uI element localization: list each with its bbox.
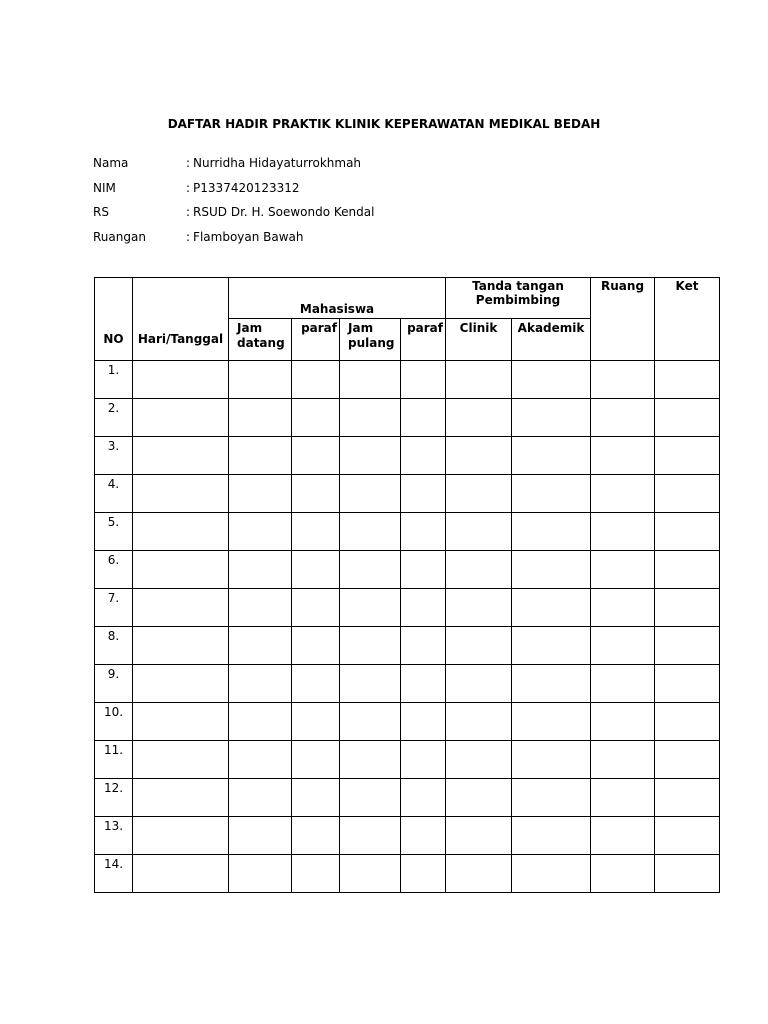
table-cell bbox=[133, 551, 229, 589]
table-cell bbox=[229, 551, 292, 589]
table-cell bbox=[401, 665, 446, 703]
header-no: NO bbox=[95, 278, 133, 361]
table-row bbox=[95, 817, 720, 855]
table-cell bbox=[446, 855, 512, 893]
table-cell bbox=[591, 551, 655, 589]
table-cell bbox=[401, 703, 446, 741]
table-cell bbox=[401, 817, 446, 855]
table-cell bbox=[655, 399, 720, 437]
table-cell bbox=[446, 475, 512, 513]
header-jam-datang: Jam datang bbox=[229, 319, 292, 361]
table-cell bbox=[446, 513, 512, 551]
table-cell bbox=[229, 399, 292, 437]
info-label: Ruangan bbox=[93, 230, 146, 244]
table-cell bbox=[133, 855, 229, 893]
info-value bbox=[186, 230, 304, 244]
info-value-text: Flamboyan Bawah bbox=[193, 230, 304, 244]
table-cell bbox=[446, 361, 512, 399]
info-label: Nama bbox=[93, 156, 129, 170]
colon: : bbox=[186, 205, 191, 219]
table-row bbox=[95, 627, 720, 665]
table-cell bbox=[340, 437, 401, 475]
header-clinik: Clinik bbox=[446, 319, 512, 361]
table-cell bbox=[655, 361, 720, 399]
header-ruang: Ruang bbox=[591, 278, 655, 361]
table-cell bbox=[340, 551, 401, 589]
table-row bbox=[95, 437, 720, 475]
table-cell bbox=[655, 513, 720, 551]
row-number: 3. bbox=[95, 437, 133, 475]
table-cell bbox=[655, 437, 720, 475]
table-cell bbox=[292, 627, 340, 665]
table-cell bbox=[512, 855, 591, 893]
table-cell bbox=[133, 665, 229, 703]
table-cell bbox=[512, 513, 591, 551]
colon: : bbox=[186, 181, 191, 195]
table-cell bbox=[229, 627, 292, 665]
table-cell bbox=[292, 665, 340, 703]
table-row bbox=[95, 589, 720, 627]
table-cell bbox=[446, 437, 512, 475]
row-number: 9. bbox=[95, 665, 133, 703]
table-cell bbox=[229, 665, 292, 703]
table-cell bbox=[512, 627, 591, 665]
table-cell bbox=[401, 855, 446, 893]
table-row bbox=[95, 741, 720, 779]
row-number: 7. bbox=[95, 589, 133, 627]
table-cell bbox=[591, 361, 655, 399]
table-cell bbox=[591, 475, 655, 513]
row-number: 6. bbox=[95, 551, 133, 589]
table-row bbox=[95, 855, 720, 893]
table-cell bbox=[340, 703, 401, 741]
row-number: 12. bbox=[95, 779, 133, 817]
table-cell bbox=[512, 665, 591, 703]
table-row bbox=[95, 361, 720, 399]
info-label: NIM bbox=[93, 181, 116, 195]
table-cell bbox=[655, 475, 720, 513]
table-cell bbox=[401, 361, 446, 399]
header-tanda-tangan: Tanda tangan Pembimbing bbox=[446, 278, 591, 319]
info-value bbox=[186, 205, 374, 219]
table-cell bbox=[591, 817, 655, 855]
table-cell bbox=[229, 589, 292, 627]
row-number: 11. bbox=[95, 741, 133, 779]
table-cell bbox=[292, 399, 340, 437]
table-cell bbox=[340, 817, 401, 855]
table-cell bbox=[229, 741, 292, 779]
table-cell bbox=[446, 703, 512, 741]
attendance-body bbox=[95, 361, 720, 893]
table-cell bbox=[340, 665, 401, 703]
table-cell bbox=[591, 779, 655, 817]
table-cell bbox=[133, 399, 229, 437]
row-number: 2. bbox=[95, 399, 133, 437]
table-cell bbox=[591, 589, 655, 627]
table-cell bbox=[655, 855, 720, 893]
info-label: RS bbox=[93, 205, 109, 219]
table-cell bbox=[591, 437, 655, 475]
table-cell bbox=[446, 665, 512, 703]
table-cell bbox=[292, 703, 340, 741]
table-row bbox=[95, 665, 720, 703]
table-cell bbox=[591, 399, 655, 437]
table-cell bbox=[512, 475, 591, 513]
row-number: 14. bbox=[95, 855, 133, 893]
table-cell bbox=[512, 703, 591, 741]
table-cell bbox=[655, 665, 720, 703]
table-cell bbox=[512, 551, 591, 589]
table-cell bbox=[229, 703, 292, 741]
header-akademik: Akademik bbox=[512, 319, 591, 361]
header-jam-pulang: Jam pulang bbox=[340, 319, 401, 361]
table-cell bbox=[401, 437, 446, 475]
table-cell bbox=[655, 779, 720, 817]
header-ket: Ket bbox=[655, 278, 720, 361]
table-cell bbox=[340, 855, 401, 893]
table-cell bbox=[512, 399, 591, 437]
table-cell bbox=[591, 513, 655, 551]
table-cell bbox=[340, 627, 401, 665]
table-cell bbox=[133, 627, 229, 665]
row-number: 13. bbox=[95, 817, 133, 855]
header-row-top bbox=[95, 278, 720, 319]
table-cell bbox=[133, 741, 229, 779]
row-number: 10. bbox=[95, 703, 133, 741]
colon: : bbox=[186, 156, 191, 170]
table-cell bbox=[292, 741, 340, 779]
info-value bbox=[186, 156, 361, 170]
row-number: 8. bbox=[95, 627, 133, 665]
row-number: 1. bbox=[95, 361, 133, 399]
table-cell bbox=[292, 551, 340, 589]
table-row bbox=[95, 475, 720, 513]
table-cell bbox=[229, 855, 292, 893]
info-value-text: RSUD Dr. H. Soewondo Kendal bbox=[193, 205, 375, 219]
header-mahasiswa: Mahasiswa bbox=[229, 278, 446, 319]
table-cell bbox=[292, 817, 340, 855]
table-cell bbox=[133, 779, 229, 817]
table-cell bbox=[401, 551, 446, 589]
table-cell bbox=[512, 437, 591, 475]
table-cell bbox=[446, 551, 512, 589]
table-cell bbox=[229, 779, 292, 817]
info-value-text: P1337420123312 bbox=[193, 181, 300, 195]
table-cell bbox=[292, 475, 340, 513]
row-number: 5. bbox=[95, 513, 133, 551]
table-cell bbox=[446, 399, 512, 437]
table-cell bbox=[591, 627, 655, 665]
table-row bbox=[95, 399, 720, 437]
table-cell bbox=[446, 627, 512, 665]
table-cell bbox=[655, 627, 720, 665]
row-number: 4. bbox=[95, 475, 133, 513]
table-cell bbox=[446, 779, 512, 817]
table-cell bbox=[512, 361, 591, 399]
table-cell bbox=[446, 589, 512, 627]
table-cell bbox=[133, 475, 229, 513]
table-cell bbox=[229, 437, 292, 475]
table-cell bbox=[133, 589, 229, 627]
table-cell bbox=[591, 703, 655, 741]
table-cell bbox=[133, 361, 229, 399]
table-row bbox=[95, 551, 720, 589]
table-cell bbox=[340, 513, 401, 551]
table-cell bbox=[229, 475, 292, 513]
table-cell bbox=[340, 589, 401, 627]
table-cell bbox=[401, 475, 446, 513]
info-value bbox=[186, 181, 300, 195]
table-cell bbox=[340, 741, 401, 779]
table-cell bbox=[401, 741, 446, 779]
table-cell bbox=[512, 741, 591, 779]
table-cell bbox=[591, 665, 655, 703]
table-cell bbox=[133, 513, 229, 551]
table-cell bbox=[655, 589, 720, 627]
table-cell bbox=[655, 551, 720, 589]
table-cell bbox=[401, 779, 446, 817]
table-cell bbox=[229, 513, 292, 551]
table-cell bbox=[133, 703, 229, 741]
table-cell bbox=[340, 475, 401, 513]
table-cell bbox=[512, 817, 591, 855]
info-value-text: Nurridha Hidayaturrokhmah bbox=[193, 156, 362, 170]
table-cell bbox=[292, 589, 340, 627]
table-cell bbox=[401, 627, 446, 665]
document-title: DAFTAR HADIR PRAKTIK KLINIK KEPERAWATAN MEDIKAL BEDAH bbox=[167, 117, 601, 131]
header-paraf-pulang: paraf bbox=[401, 319, 446, 361]
colon: : bbox=[186, 230, 191, 244]
table-cell bbox=[133, 817, 229, 855]
table-cell bbox=[229, 361, 292, 399]
table-cell bbox=[655, 817, 720, 855]
table-cell bbox=[292, 855, 340, 893]
table-cell bbox=[229, 817, 292, 855]
table-cell bbox=[401, 513, 446, 551]
table-cell bbox=[292, 361, 340, 399]
table-cell bbox=[133, 437, 229, 475]
table-cell bbox=[340, 361, 401, 399]
header-paraf-datang: paraf bbox=[292, 319, 340, 361]
table-cell bbox=[446, 817, 512, 855]
table-cell bbox=[292, 437, 340, 475]
table-cell bbox=[591, 741, 655, 779]
table-cell bbox=[446, 741, 512, 779]
table-cell bbox=[340, 399, 401, 437]
table-cell bbox=[655, 741, 720, 779]
table-cell bbox=[401, 399, 446, 437]
table-cell bbox=[655, 703, 720, 741]
table-cell bbox=[292, 513, 340, 551]
table-row bbox=[95, 703, 720, 741]
attendance-table bbox=[94, 277, 720, 893]
table-cell bbox=[512, 779, 591, 817]
table-cell bbox=[591, 855, 655, 893]
table-cell bbox=[292, 779, 340, 817]
table-cell bbox=[401, 589, 446, 627]
table-cell bbox=[512, 589, 591, 627]
table-cell bbox=[340, 779, 401, 817]
table-row bbox=[95, 513, 720, 551]
table-row bbox=[95, 779, 720, 817]
header-hari-tanggal: Hari/Tanggal bbox=[133, 278, 229, 361]
